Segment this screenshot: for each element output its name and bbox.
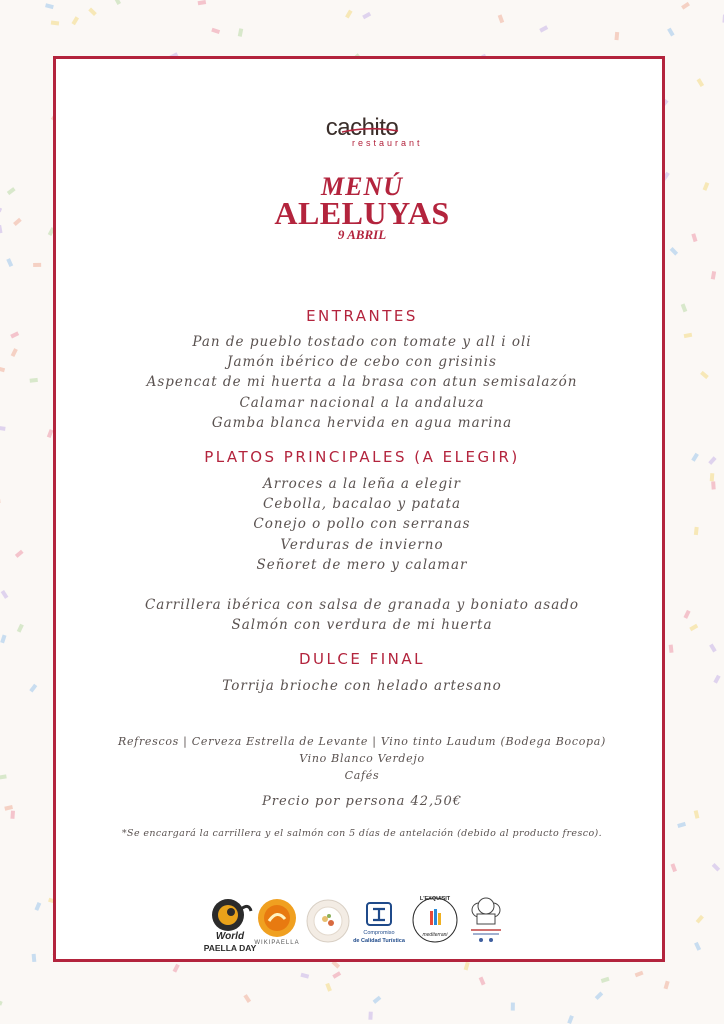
drinks-list	[0, 733, 724, 784]
confetti-piece	[694, 942, 701, 951]
confetti-piece	[464, 962, 470, 971]
confetti-piece	[697, 78, 705, 87]
confetti-piece	[681, 2, 690, 10]
section-title-dessert: DULCE FINAL	[299, 650, 425, 668]
wikipaella-icon	[256, 897, 298, 939]
confetti-piece	[71, 16, 79, 25]
confetti-piece	[6, 258, 13, 267]
list-item: Refrescos | Cerveza Estrella de Levante | Vino tinto Laudum (Bodega Bocopa)	[117, 735, 607, 748]
confetti-piece	[0, 635, 6, 644]
wikipaella-label: WIKIPAELLA	[254, 940, 300, 946]
menu-title-word: MENÚ	[320, 172, 403, 201]
wikipaella-logo	[256, 897, 298, 953]
confetti-piece	[243, 994, 251, 1003]
confetti-piece	[696, 915, 704, 924]
plate-icon	[306, 899, 350, 943]
section-title-mains: PLATOS PRINCIPALES (A ELEGIR)	[204, 448, 520, 466]
lexquisit-logo	[410, 895, 460, 951]
confetti-piece	[479, 977, 486, 986]
confetti-piece	[88, 8, 97, 16]
confetti-piece	[711, 271, 716, 280]
starters-list	[0, 332, 724, 433]
confetti-piece	[32, 954, 37, 962]
confetti-piece	[211, 28, 220, 34]
list-item: Calamar nacional a la andaluza	[239, 394, 485, 411]
logo-swoosh-icon	[340, 126, 400, 136]
confetti-piece	[45, 3, 54, 9]
mains-extra-list	[0, 595, 724, 635]
plate-logo	[306, 899, 350, 943]
confetti-piece	[325, 983, 332, 992]
confetti-piece	[539, 25, 548, 32]
confetti-piece	[0, 999, 3, 1006]
list-item: Cafés	[344, 769, 380, 782]
confetti-piece	[373, 996, 382, 1004]
confetti-piece	[362, 12, 371, 19]
confetti-piece	[198, 0, 207, 5]
confetti-piece	[601, 977, 610, 983]
list-item: Señoret de mero y calamar	[256, 556, 468, 573]
confetti-piece	[345, 10, 352, 19]
list-item: Arroces a la leña a elegir	[263, 476, 461, 492]
calidad-turistica-icon	[353, 901, 409, 929]
confetti-piece	[238, 28, 243, 37]
confetti-piece	[51, 21, 59, 26]
confetti-piece	[694, 810, 700, 819]
mains-list	[0, 474, 724, 575]
list-item: Conejo o pollo con serranas	[253, 516, 471, 533]
restaurant-logo-subtitle: restaurant	[352, 138, 423, 148]
list-item: Pan de pueblo tostado con tomate y all i oli	[192, 334, 532, 350]
confetti-piece	[300, 973, 309, 979]
confetti-piece	[498, 14, 504, 23]
confetti-piece	[511, 1003, 515, 1011]
confetti-piece	[635, 971, 644, 978]
list-item: Vino Blanco Verdejo	[299, 752, 425, 765]
confetti-piece	[664, 981, 670, 990]
confetti-piece	[173, 964, 180, 973]
lexquisit-line1: L'EXQUISIT	[419, 896, 451, 902]
list-item: Torrija brioche con helado artesano	[222, 678, 502, 694]
confetti-piece	[670, 247, 678, 256]
chef-logo	[463, 896, 509, 946]
confetti-piece	[33, 263, 41, 267]
lexquisit-line2: mediterrani	[422, 932, 448, 938]
paella-pan-icon	[205, 895, 255, 935]
calidad-turistica-line2: de Calidad Turística	[353, 938, 405, 944]
confetti-piece	[615, 32, 620, 40]
list-item: Cebolla, bacalao y patata	[263, 496, 461, 513]
confetti-piece	[10, 811, 15, 819]
menu-title-name: ALELUYAS	[274, 195, 450, 231]
chef-hat-icon	[463, 896, 509, 946]
section-title-starters: ENTRANTES	[306, 307, 418, 325]
world-paella-day-line1: World	[215, 931, 245, 942]
list-item: Aspencat de mi huerta a la brasa con atun semisalazón	[146, 374, 578, 391]
list-item: Verduras de invierno	[280, 536, 444, 553]
menu-date: 9 ABRIL	[337, 227, 387, 242]
world-paella-day-logo	[205, 895, 255, 957]
confetti-piece	[114, 0, 121, 5]
restaurant-logo-name: cachito	[325, 114, 399, 141]
list-item: Carrillera ibérica con salsa de granada y boniato asado	[144, 597, 580, 613]
confetti-piece	[34, 902, 41, 911]
dessert-list	[0, 676, 724, 696]
confetti-piece	[667, 28, 674, 37]
advance-order-note: *Se encargará la carrillera y el salmón con 5 días de antelación (debido al producto fresco).	[121, 828, 603, 839]
list-item: Salmón con verdura de mi huerta	[231, 617, 493, 634]
price-per-person: Precio por persona 42,50€	[261, 794, 463, 809]
list-item: Jamón ibérico de cebo con grisinis	[227, 354, 497, 371]
calidad-turistica-logo	[353, 901, 409, 957]
confetti-piece	[567, 1015, 574, 1024]
calidad-turistica-line1: Compromiso	[363, 930, 395, 936]
confetti-piece	[368, 1012, 372, 1020]
world-paella-day-line2: PAELLA DAY	[203, 943, 257, 953]
confetti-piece	[671, 863, 677, 872]
confetti-piece	[595, 992, 603, 1000]
confetti-piece	[332, 971, 341, 979]
confetti-piece	[712, 863, 720, 871]
list-item: Gamba blanca hervida en agua marina	[211, 414, 513, 431]
